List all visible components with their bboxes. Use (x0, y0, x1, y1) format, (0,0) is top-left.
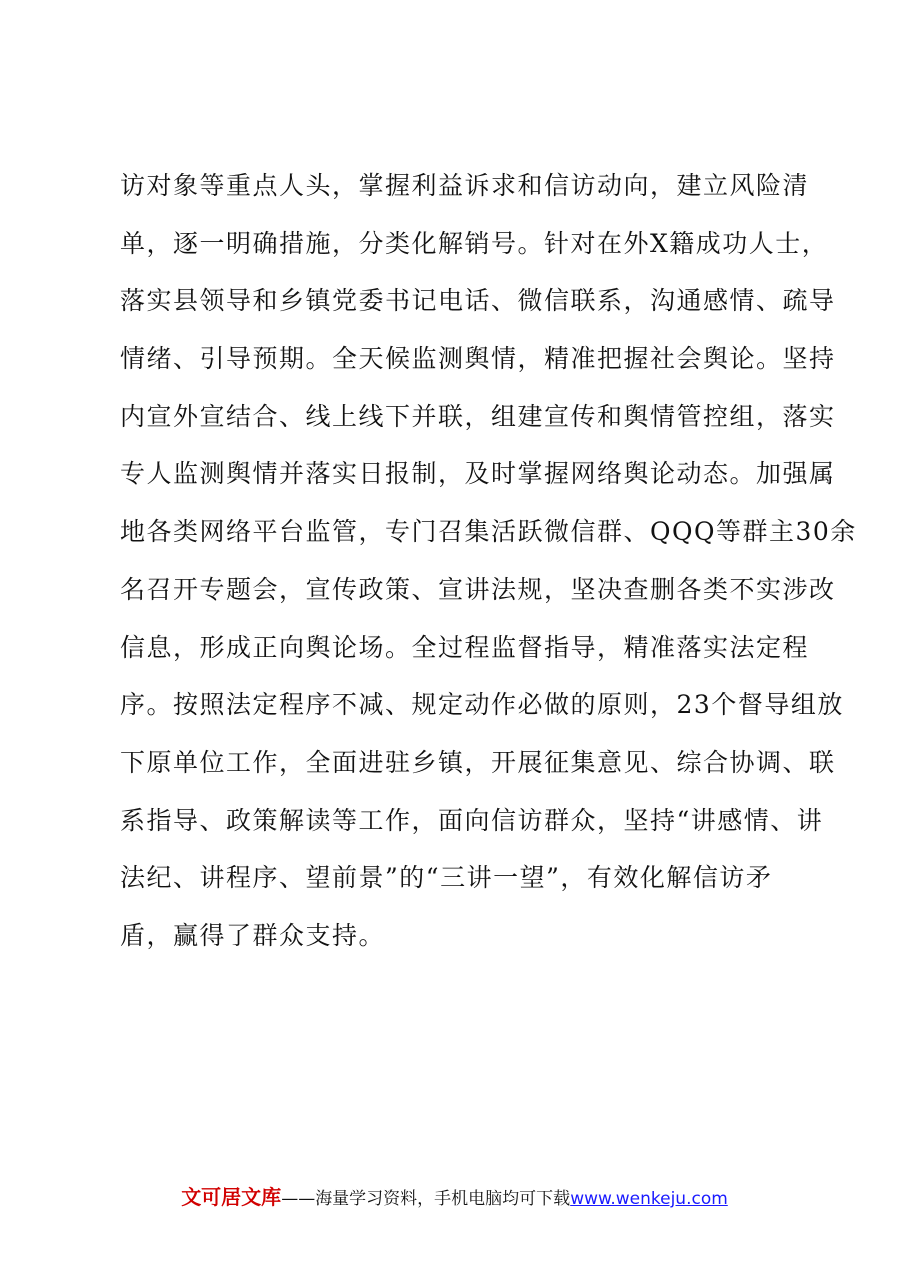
footer-slogan: 海量学习资料，手机电脑均可下载 (315, 1189, 571, 1209)
text-line: 法纪、讲程序、望前景”的“三讲一望”，有效化解信访矛 (120, 863, 773, 893)
text-line: 落实县领导和乡镇党委书记电话、微信联系，沟通感情、疏导 (120, 286, 836, 316)
text-line: 序。按照法定程序不减、规定动作必做的原则，23个督导组放 (120, 690, 844, 720)
document-body (120, 157, 857, 965)
footer-url-link[interactable]: www.wenkeju.com (570, 1189, 728, 1209)
text-line: 情绪、引导预期。全天候监测舆情，精准把握社会舆论。坚持 (120, 344, 836, 374)
footer-brand: 文可居文库 (181, 1185, 282, 1209)
text-line: 内宣外宣结合、线上线下并联，组建宣传和舆情管控组，落实 (120, 401, 836, 431)
footer-dash: —— (281, 1189, 316, 1209)
text-line: 系指导、政策解读等工作，面向信访群众，坚持“讲感情、讲 (120, 805, 824, 835)
text-line: 专人监测舆情并落实日报制，及时掌握网络舆论动态。加强属 (120, 459, 836, 489)
text-line: 单，逐一明确措施，分类化解销号。针对在外X籍成功人士， (120, 228, 829, 258)
text-line: 下原单位工作，全面进驻乡镇，开展征集意见、综合协调、联 (120, 747, 836, 777)
text-line: 地各类网络平台监管，专门召集活跃微信群、QQQ等群主30余 (120, 517, 857, 547)
text-line: 访对象等重点人头，掌握利益诉求和信访动向，建立风险清 (120, 171, 810, 200)
text-line: 盾，赢得了群众支持。 (120, 920, 386, 950)
footer-banner (0, 1181, 909, 1210)
text-line: 信息，形成正向舆论场。全过程监督指导，精准落实法定程 (120, 632, 810, 662)
text-line: 名召开专题会，宣传政策、宣讲法规，坚决查删各类不实涉改 (120, 574, 836, 604)
